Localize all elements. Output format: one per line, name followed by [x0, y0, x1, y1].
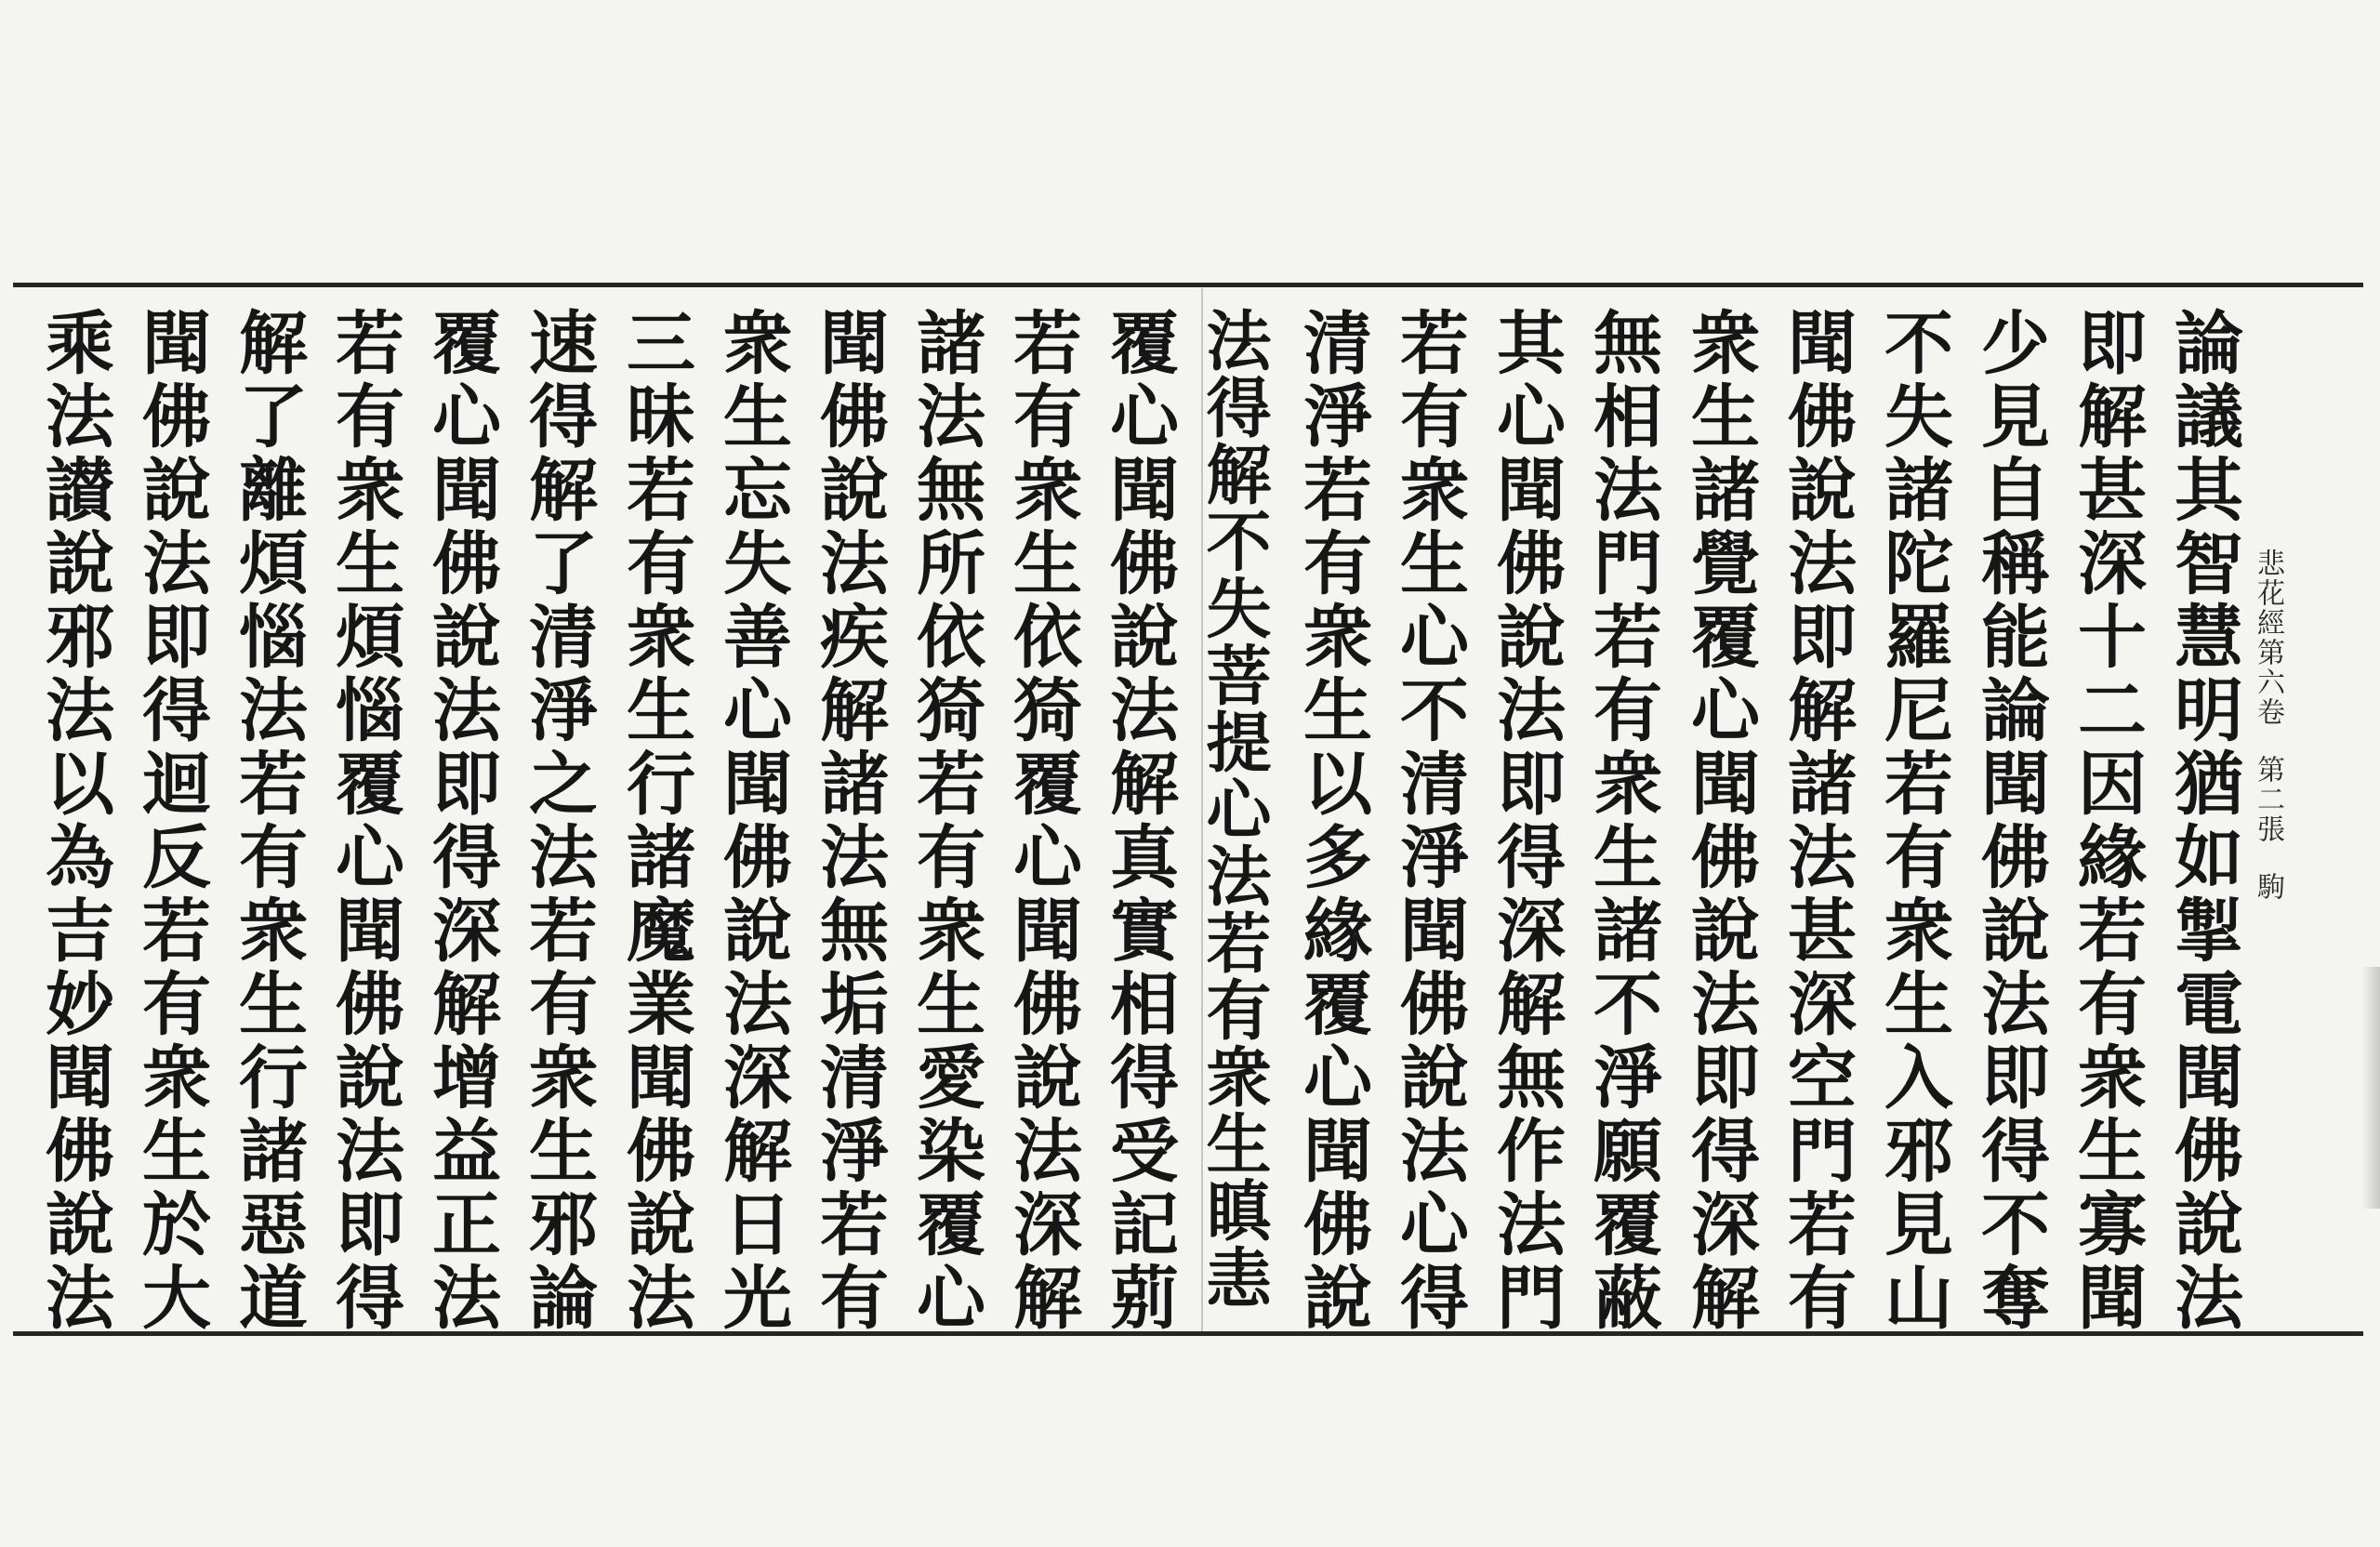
- text-column: 論議其智慧明猶如掣電聞佛說法: [2163, 307, 2243, 1335]
- text-column: 法得解不失菩提心法若有衆生瞋恚: [1196, 307, 1273, 1311]
- text-column: 衆生忘失善心聞佛說法深解日光: [712, 307, 792, 1335]
- frame-top-rule: [13, 283, 2363, 287]
- text-column: 若有衆生煩惱覆心聞佛說法即得: [324, 307, 404, 1335]
- text-column: 其心聞佛說法即得深解無作法門: [1486, 307, 1566, 1335]
- text-column: 少見自稱能論聞佛說法即得不奪: [1970, 307, 2050, 1335]
- text-column: 若有衆生依猗覆心聞佛說法深解: [1002, 307, 1082, 1335]
- text-column: 聞佛說法疾解諸法無垢清淨若有: [809, 307, 889, 1335]
- text-column: 乘法讃說邪法以為吉妙聞佛說法: [34, 307, 114, 1335]
- text-column: 速得解了清淨之法若有衆生邪論: [518, 307, 598, 1335]
- text-column: 無相法門若有衆生諸不淨願覆蔽: [1582, 307, 1662, 1335]
- page-edge-smudge: [2361, 967, 2380, 1209]
- text-column: 諸法無所依猗若有衆生愛染覆心: [906, 307, 985, 1335]
- text-column: 覆心聞佛說法即得深解增益正法: [421, 307, 501, 1335]
- text-column: 不失諸陀羅尼若有衆生入邪見山: [1873, 307, 1953, 1335]
- text-column: 聞佛說法即得迴反若有衆生於大: [131, 307, 211, 1335]
- margin-title: 悲花經第六卷: [2252, 549, 2284, 727]
- text-column: 清淨若有衆生以多緣覆心聞佛說: [1292, 307, 1372, 1335]
- text-block: [34, 307, 2343, 1335]
- text-column: 若有衆生心不清淨聞佛說法心得: [1389, 307, 1469, 1335]
- text-column: 覆心聞佛說法解真實相得受記莂: [1099, 307, 1179, 1335]
- text-column: 即解甚深十二因緣若有衆生寡聞: [2067, 307, 2147, 1335]
- margin-mark: 駒: [2252, 872, 2284, 902]
- text-column: 衆生諸覺覆心聞佛說法即得深解: [1680, 307, 1760, 1335]
- text-column: 三昧若有衆生行諸魔業聞佛說法: [615, 307, 695, 1335]
- margin-page-number: 第二張: [2252, 755, 2284, 844]
- text-column: 解了離煩惱法若有衆生行諸惡道: [228, 307, 308, 1335]
- text-column: 聞佛說法即解諸法甚深空門若有: [1777, 307, 1857, 1335]
